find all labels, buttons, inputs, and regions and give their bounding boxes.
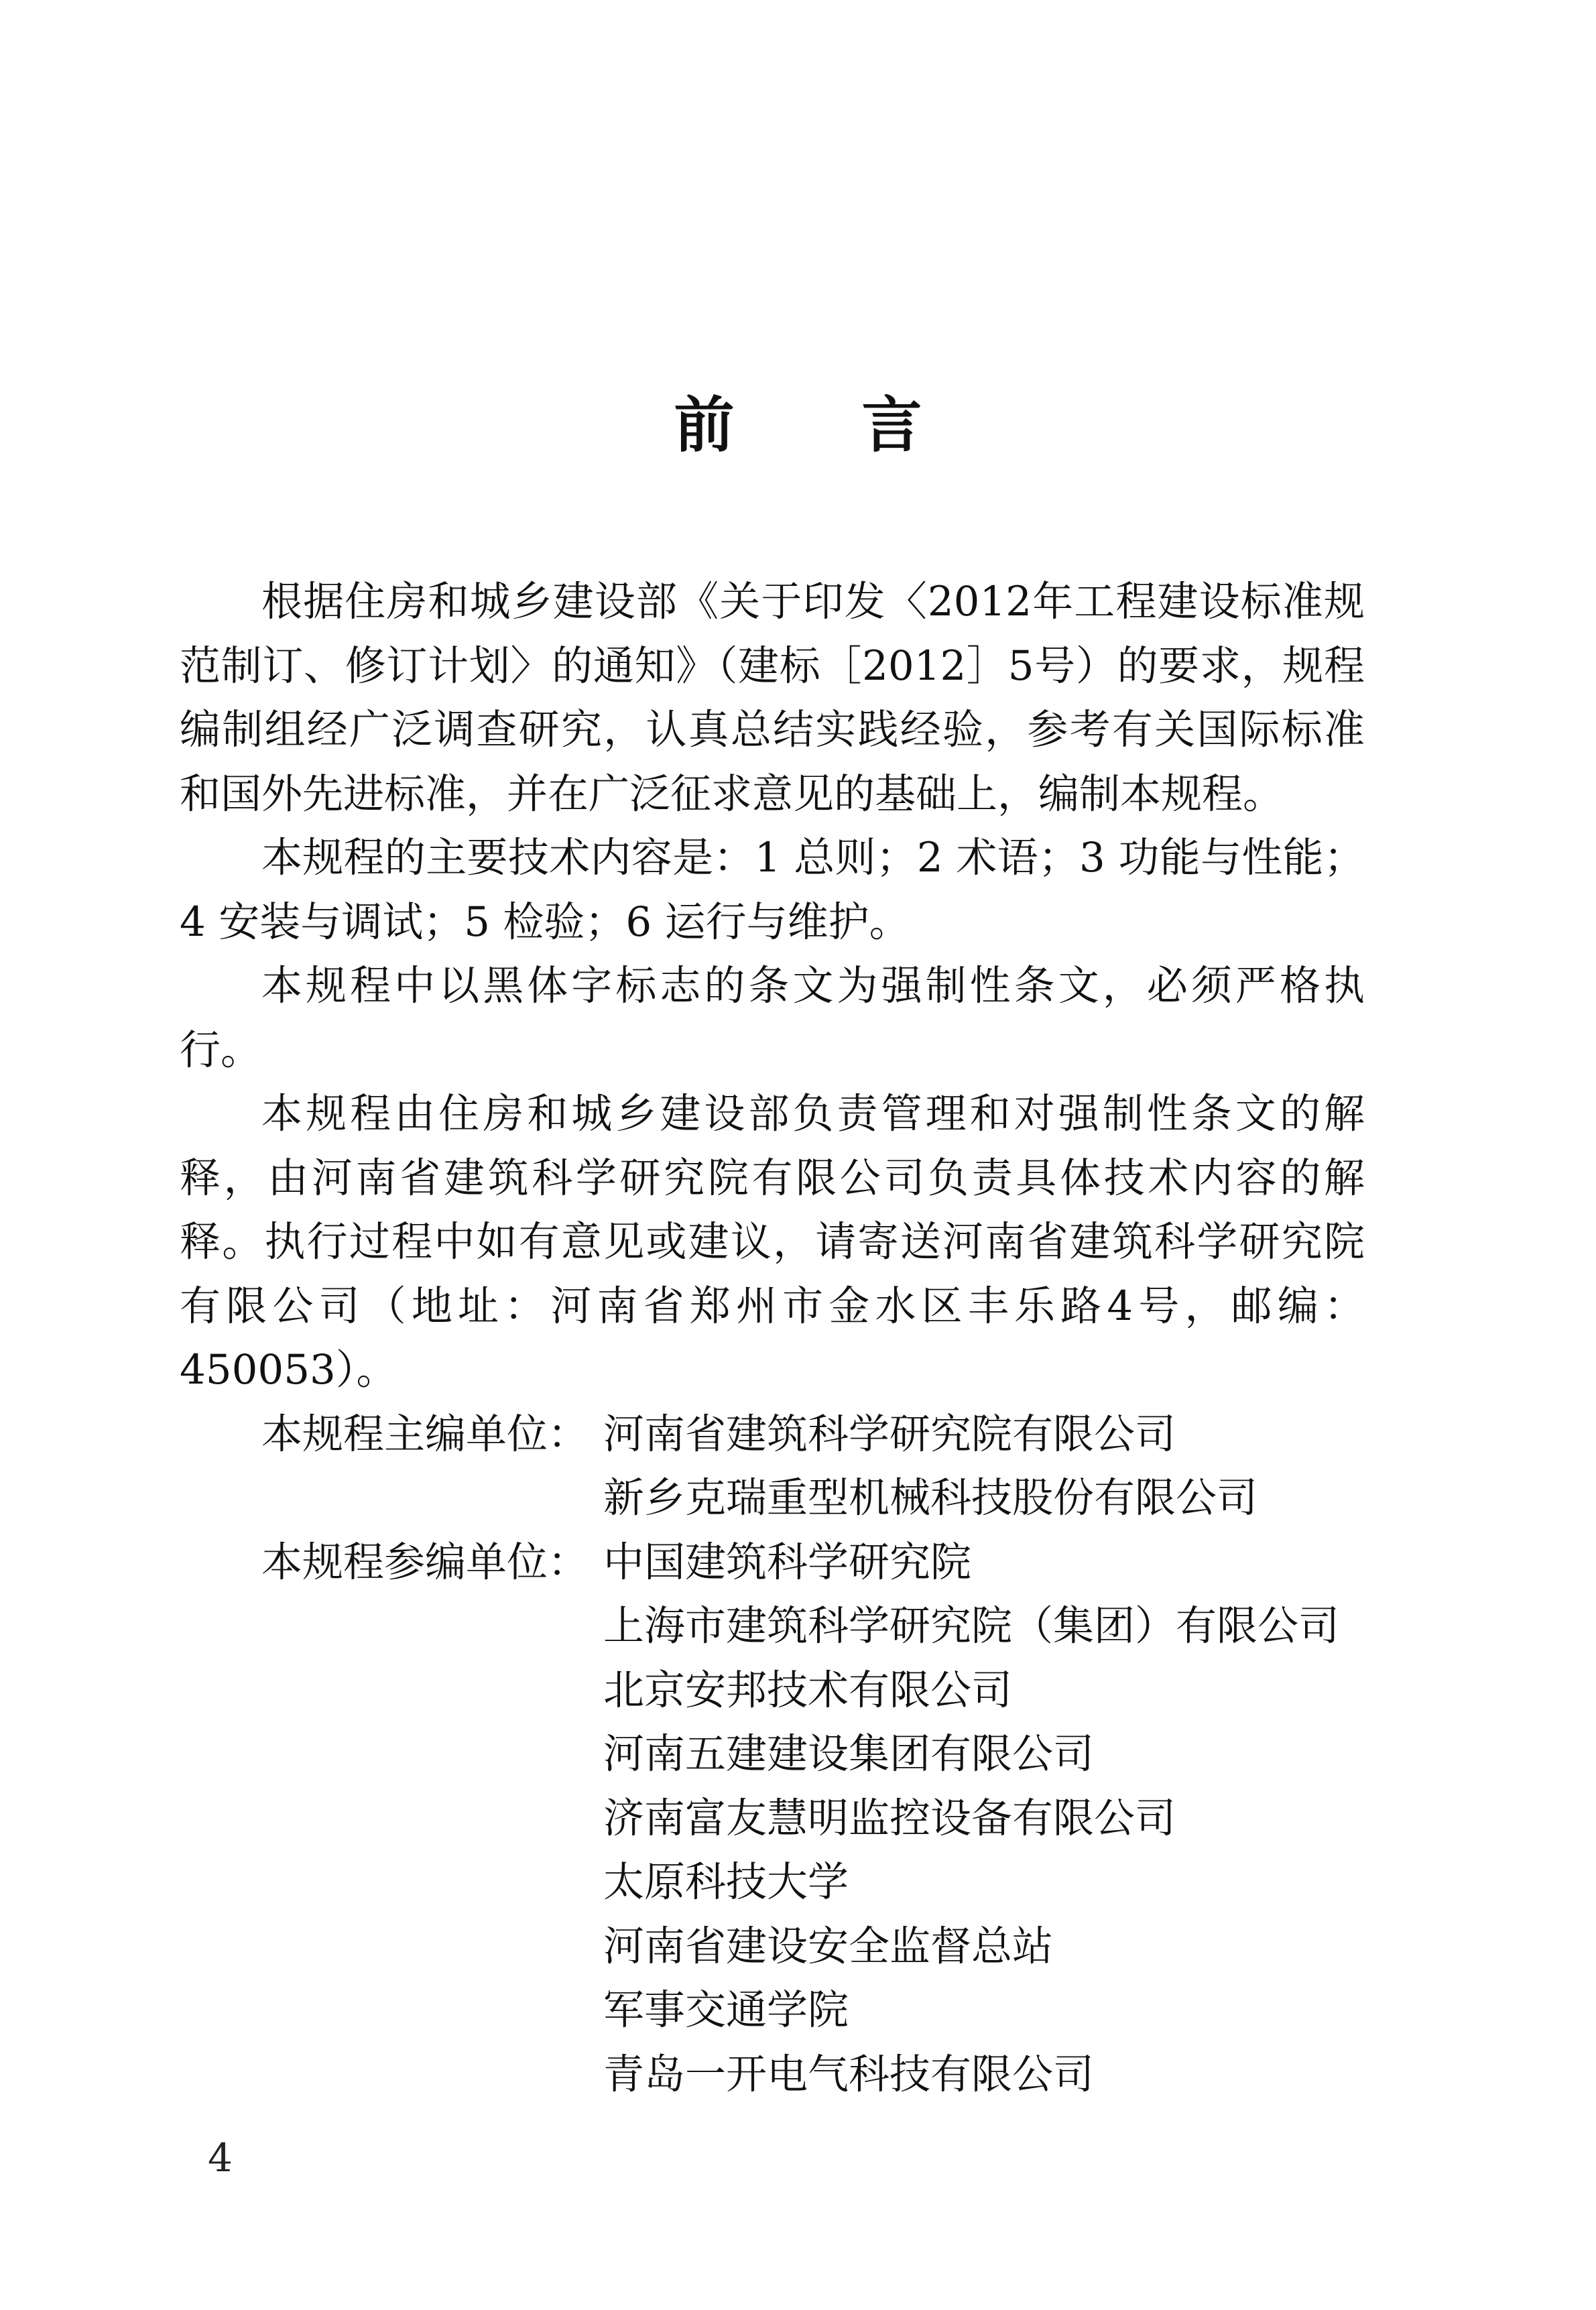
list-item: 军事交通学院 <box>603 1986 849 2034</box>
participating-list <box>603 1530 1340 2098</box>
page-title <box>0 390 1596 461</box>
chief-editor-block <box>180 1402 1365 1522</box>
list-item: 新乡克瑞重型机械科技股份有限公司 <box>603 1474 1258 1522</box>
title-char-1: 前 <box>674 390 735 461</box>
list-item: 北京安邦技术有限公司 <box>603 1666 1013 1714</box>
list-item: 河南省建设安全监督总站 <box>603 1922 1054 1970</box>
page-number: 4 <box>208 2135 233 2181</box>
paragraph-basis: 根据住房和城乡建设部《关于印发〈2012年工程建设标准规范制订、修订计划〉的通知》（建标［2012］5号）的要求，规程编制组经广泛调查研究，认真总结实践经验，参考有关国际标准和国外先进标准，并在广泛征求意见的基础上，编制本规程。 <box>180 578 1365 818</box>
participating-block <box>180 1530 1365 2098</box>
list-item: 济南富友慧明监控设备有限公司 <box>603 1794 1176 1842</box>
paragraph-management: 本规程由住房和城乡建设部负责管理和对强制性条文的解释，由河南省建筑科学研究院有限公司负责具体技术内容的解释。执行过程中如有意见或建议，请寄送河南省建筑科学研究院有限公司（地址：河南省郑州市金水区丰乐路4号，邮编：450053）。 <box>180 1090 1365 1394</box>
list-item: 上海市建筑科学研究院（集团）有限公司 <box>603 1602 1340 1650</box>
chief-editor-label: 本规程主编单位： <box>261 1410 589 1458</box>
paragraph-mandatory: 本规程中以黑体字标志的条文为强制性条文，必须严格执行。 <box>180 962 1365 1074</box>
paragraph-contents: 本规程的主要技术内容是：1 总则；2 术语；3 功能与性能；4 安装与调试；5 检验；6 运行与维护。 <box>180 834 1365 946</box>
list-item: 中国建筑科学研究院 <box>603 1538 972 1586</box>
chief-editor-list <box>603 1402 1258 1522</box>
list-item: 河南五建建设集团有限公司 <box>603 1730 1095 1778</box>
title-char-2: 言 <box>861 390 922 461</box>
list-item: 青岛一开电气科技有限公司 <box>603 2050 1095 2098</box>
preface-body <box>180 570 1365 2098</box>
participating-label: 本规程参编单位： <box>261 1538 589 1586</box>
list-item: 太原科技大学 <box>603 1858 849 1906</box>
list-item: 河南省建筑科学研究院有限公司 <box>603 1410 1176 1458</box>
